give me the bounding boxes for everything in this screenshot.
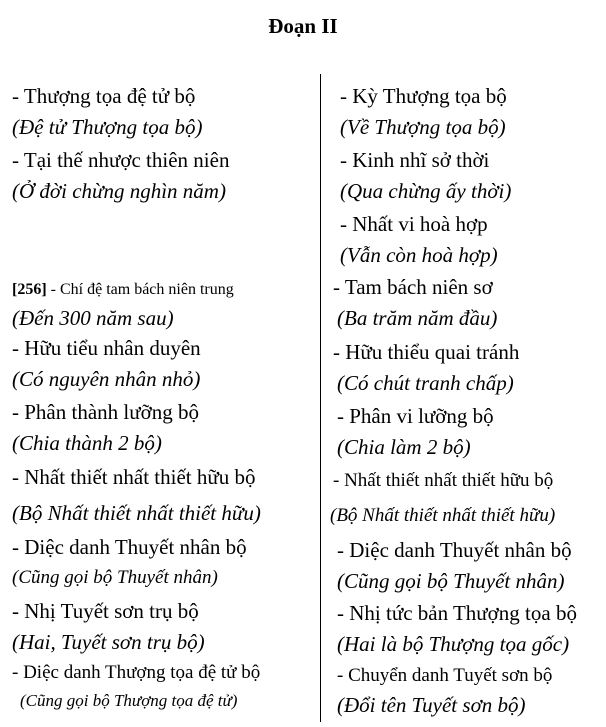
left-verse-6: - Nhất thiết nhất thiết hữu bộ [12, 465, 256, 489]
left-verse-2: - Tại thế nhược thiên niên [12, 148, 230, 172]
right-verse-5: - Hữu thiểu quai tránh [333, 340, 520, 364]
right-verse-8: - Diệc danh Thuyết nhân bộ [337, 538, 572, 562]
right-translation-6: (Chia làm 2 bộ) [337, 435, 471, 459]
right-verse-10: - Chuyển danh Tuyết sơn bộ [337, 665, 553, 686]
left-verse-5: - Phân thành lưỡng bộ [12, 400, 199, 424]
right-translation-9: (Hai là bộ Thượng tọa gốc) [337, 632, 570, 656]
left-translation-8: (Hai, Tuyết sơn trụ bộ) [12, 630, 205, 654]
left-verse-7: - Diệc danh Thuyết nhân bộ [12, 535, 247, 559]
right-verse-4: - Tam bách niên sơ [333, 275, 493, 299]
left-translation-7: (Cũng gọi bộ Thuyết nhân) [12, 567, 218, 588]
section-title: Đoạn II [268, 14, 338, 38]
left-translation-1: (Đệ tử Thượng tọa bộ) [12, 115, 203, 139]
left-verse-1: - Thượng tọa đệ tử bộ [12, 84, 196, 108]
left-translation-6: (Bộ Nhất thiết nhất thiết hữu) [12, 501, 261, 525]
right-translation-3: (Vẫn còn hoà hợp) [340, 243, 498, 267]
right-translation-1: (Về Thượng tọa bộ) [340, 115, 506, 139]
left-verse-3 [12, 277, 234, 298]
left-translation-9: (Cũng gọi bộ Thượng tọa đệ tử) [20, 691, 238, 710]
right-verse-7: - Nhất thiết nhất thiết hữu bộ [333, 470, 554, 491]
left-translation-4: (Có nguyên nhân nhỏ) [12, 367, 201, 391]
right-translation-2: (Qua chừng ấy thời) [340, 179, 512, 203]
right-verse-3: - Nhất vi hoà hợp [340, 212, 488, 236]
left-verse-4: - Hữu tiểu nhân duyên [12, 336, 201, 360]
left-verse-3-text: - Chí đệ tam bách niên trung [46, 281, 234, 298]
left-translation-3: (Đến 300 năm sau) [12, 306, 174, 330]
left-translation-2: (Ở đời chừng nghìn năm) [12, 179, 226, 203]
left-translation-5: (Chia thành 2 bộ) [12, 431, 162, 455]
left-verse-9: - Diệc danh Thượng tọa đệ tử bộ [12, 662, 261, 683]
right-translation-5: (Có chút tranh chấp) [337, 371, 514, 395]
right-translation-8: (Cũng gọi bộ Thuyết nhân) [337, 569, 565, 593]
right-verse-2: - Kinh nhĩ sở thời [340, 148, 490, 172]
right-translation-7: (Bộ Nhất thiết nhất thiết hữu) [330, 505, 556, 526]
right-verse-9: - Nhị tức bản Thượng tọa bộ [337, 601, 577, 625]
right-verse-6: - Phân vi lưỡng bộ [337, 404, 494, 428]
right-translation-4: (Ba trăm năm đầu) [337, 306, 498, 330]
right-verse-1: - Kỳ Thượng tọa bộ [340, 84, 507, 108]
page-reference: [256] [12, 281, 47, 298]
right-translation-10: (Đổi tên Tuyết sơn bộ) [337, 693, 526, 717]
left-verse-8: - Nhị Tuyết sơn trụ bộ [12, 599, 199, 623]
column-divider [320, 74, 321, 722]
